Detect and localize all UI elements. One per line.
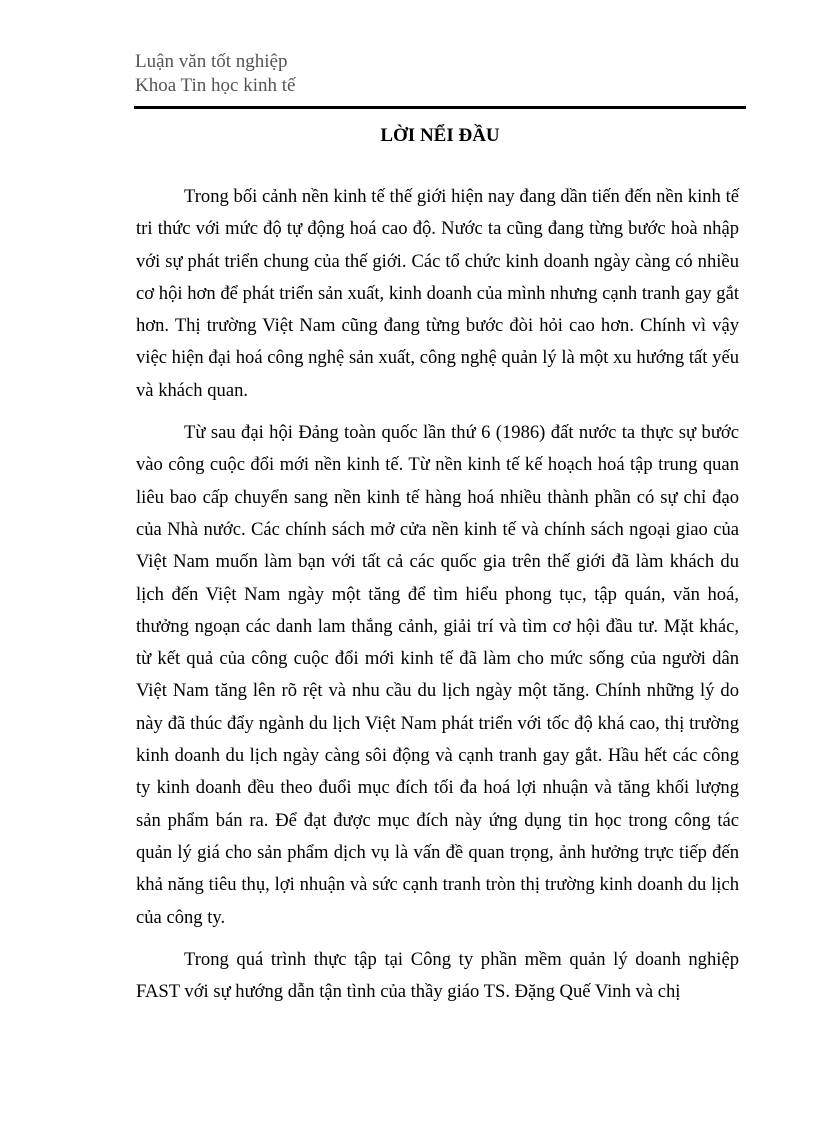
document-title: LỜI NỂI ĐẦU (380, 125, 500, 146)
document-body (136, 181, 739, 1018)
body-paragraph: Trong bối cảnh nền kinh tế thế giới hiện nay đang dần tiến đến nền kinh tế tri thức với mức độ tự động hoá cao độ. Nước ta cũng đang từng bước hoà nhập với sự phát triển chung của thế giới. Các tổ chức kinh doanh ngày càng có nhiều cơ hội hơn để phát triển sản xuất, kinh doanh của mình nhưng cạnh tranh gay gắt hơn. Thị trường Việt Nam cũng đang từng bước đòi hỏi cao hơn. Chính vì vậy việc hiện đại hoá công nghệ sản xuất, công nghệ quản lý là một xu hướng tất yếu và khách quan. (136, 186, 739, 401)
page-header (135, 50, 295, 98)
header-thesis-label: Luận văn tốt nghiệp (135, 51, 288, 72)
body-paragraph: Từ sau đại hội Đảng toàn quốc lần thứ 6 (1986) đất nước ta thực sự bước vào công cuộc đổi mới nền kinh tế. Từ nền kinh tế kế hoạch hoá tập trung quan liêu bao cấp chuyển sang nền kinh tế hàng hoá nhiều thành phần có sự chỉ đạo của Nhà nước. Các chính sách mở cửa nền kinh tế và chính sách ngoại giao của Việt Nam muốn làm bạn với tất cả các quốc gia trên thế giới đã làm khách du lịch đến Việt Nam ngày một tăng để tìm hiểu phong tục, tập quán, văn hoá, thưởng ngoạn các danh lam thắng cảnh, giải trí và tìm cơ hội đầu tư. Mặt khác, từ kết quả của công cuộc đổi mới kinh tế đã làm cho mức sống của người dân Việt Nam tăng lên rõ rệt và nhu cầu du lịch ngày một tăng. Chính những lý do này đã thúc đẩy ngành du lịch Việt Nam phát triển với tốc độ khá cao, thị trường kinh doanh du lịch ngày càng sôi động và cạnh tranh gay gắt. Hầu hết các công ty kinh doanh đều theo đuổi mục đích tối đa hoá lợi nhuận và tăng khối lượng sản phẩm bán ra. Để đạt được mục đích này ứng dụng tin học trong công tác quản lý giá cho sản phẩm dịch vụ là vấn đề quan trọng, ảnh hưởng trực tiếp đến khả năng tiêu thụ, lợi nhuận và sức cạnh tranh tròn thị trường kinh doanh du lịch của công ty. (136, 422, 739, 928)
header-divider (134, 106, 746, 109)
header-faculty-label: Khoa Tin học kinh tế (135, 75, 296, 96)
body-paragraph: Trong quá trình thực tập tại Công ty phần mềm quản lý doanh nghiệp FAST với sự hướng dẫn tận tình của thầy giáo TS. Đặng Quế Vinh và chị (136, 948, 739, 1003)
